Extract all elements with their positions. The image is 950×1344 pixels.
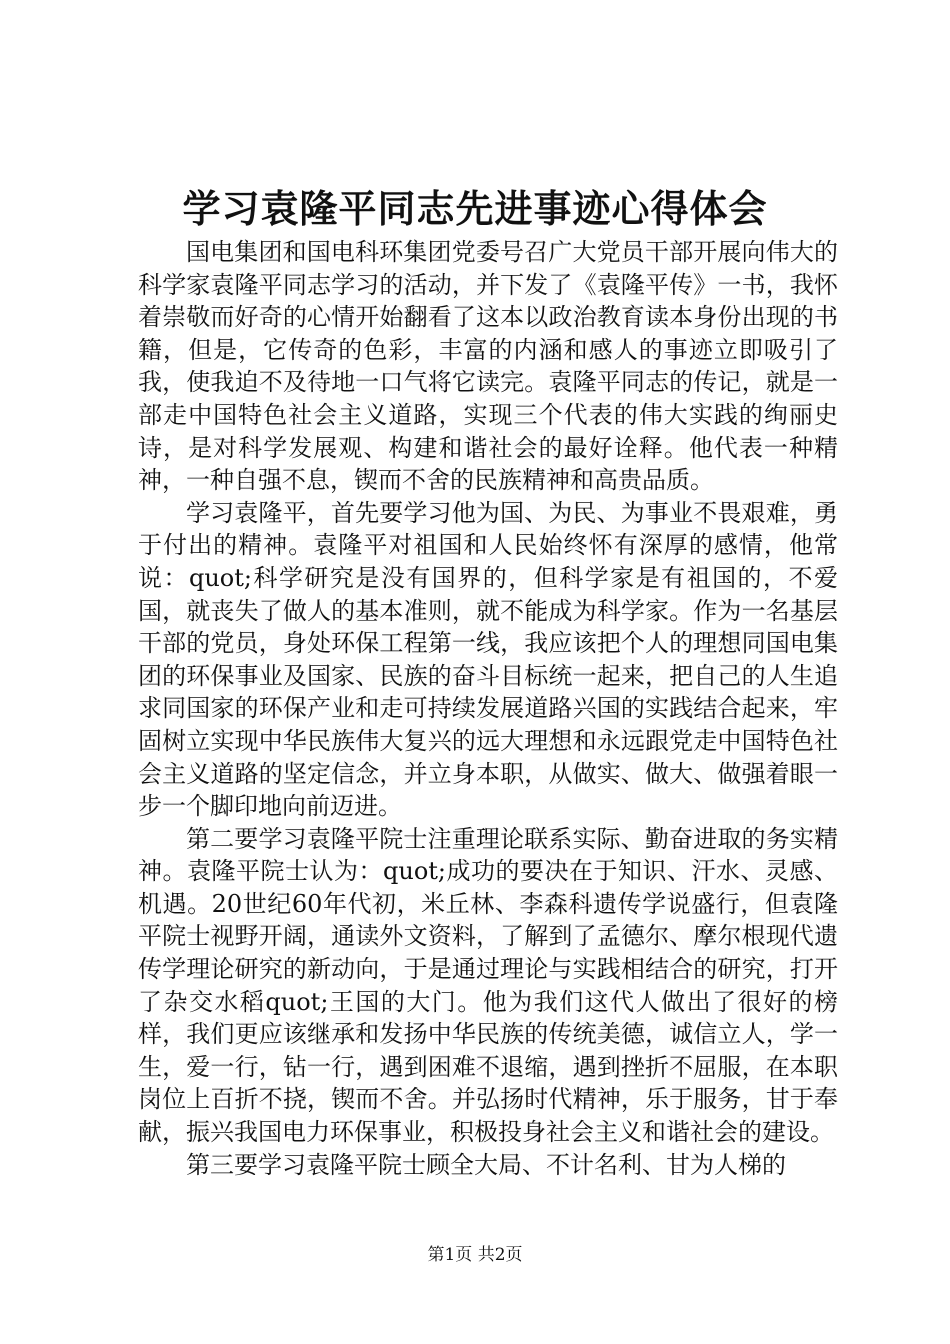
- paragraph-1: 国电集团和国电科环集团党委号召广大党员干部开展向伟大的科学家袁隆平同志学习的活动，并下发了《袁隆平传》一书，我怀着崇敬而好奇的心情开始翻看了这本以政治教育读本身份出现的书籍，但是，它传奇的色彩，丰富的内涵和感人的事迹立即吸引了我，使我迫不及待地一口气将它读完。袁隆平同志的传记，就是一部走中国特色社会主义道路，实现三个代表的伟大实践的绚丽史诗，是对科学发展观、构建和谐社会的最好诠释。他代表一种精神，一种自强不息，锲而不舍的民族精神和高贵品质。: [138, 238, 838, 495]
- paragraph-3: 第二要学习袁隆平院士注重理论联系实际、勤奋进取的务实精神。袁隆平院士认为：quot;成功的要决在于知识、汗水、灵感、机遇。20世纪60年代初，米丘林、李森科遗传学说盛行，但袁隆平院士视野开阔，通读外文资料，了解到了孟德尔、摩尔根现代遗传学理论研究的新动向，于是通过理论与实践相结合的研究，打开了杂交水稻quot;王国的大门。他为我们这代人做出了很好的榜样，我们更应该继承和发扬中华民族的传统美德，诚信立人，学一生，爱一行，钻一行，遇到困难不退缩，遇到挫折不屈服，在本职岗位上百折不挠，锲而不舍。并弘扬时代精神，乐于服务，甘于奉献，振兴我国电力环保事业，积极投身社会主义和谐社会的建设。: [138, 824, 838, 1147]
- document-body: [138, 236, 838, 1181]
- document-title: 学习袁隆平同志先进事迹心得体会: [182, 186, 768, 231]
- paragraph-2: 学习袁隆平，首先要学习他为国、为民、为事业不畏艰难，勇于付出的精神。袁隆平对祖国和人民始终怀有深厚的感情，他常说：quot;科学研究是没有国界的，但科学家是有祖国的，不爱国，就丧失了做人的基本准则，就不能成为科学家。作为一名基层干部的党员，身处环保工程第一线，我应该把个人的理想同国电集团的环保事业及国家、民族的奋斗目标统一起来，把自己的人生追求同国家的环保产业和走可持续发展道路兴国的实践结合起来，牢固树立实现中华民族伟大复兴的远大理想和永远跟党走中国特色社会主义道路的坚定信念，并立身本职，从做实、做大、做强着眼一步一个脚印地向前迈进。: [138, 498, 838, 821]
- paragraph-4: 第三要学习袁隆平院士顾全大局、不计名利、甘为人梯的: [186, 1150, 786, 1179]
- page-number-footer: 第1页 共2页: [427, 1245, 523, 1265]
